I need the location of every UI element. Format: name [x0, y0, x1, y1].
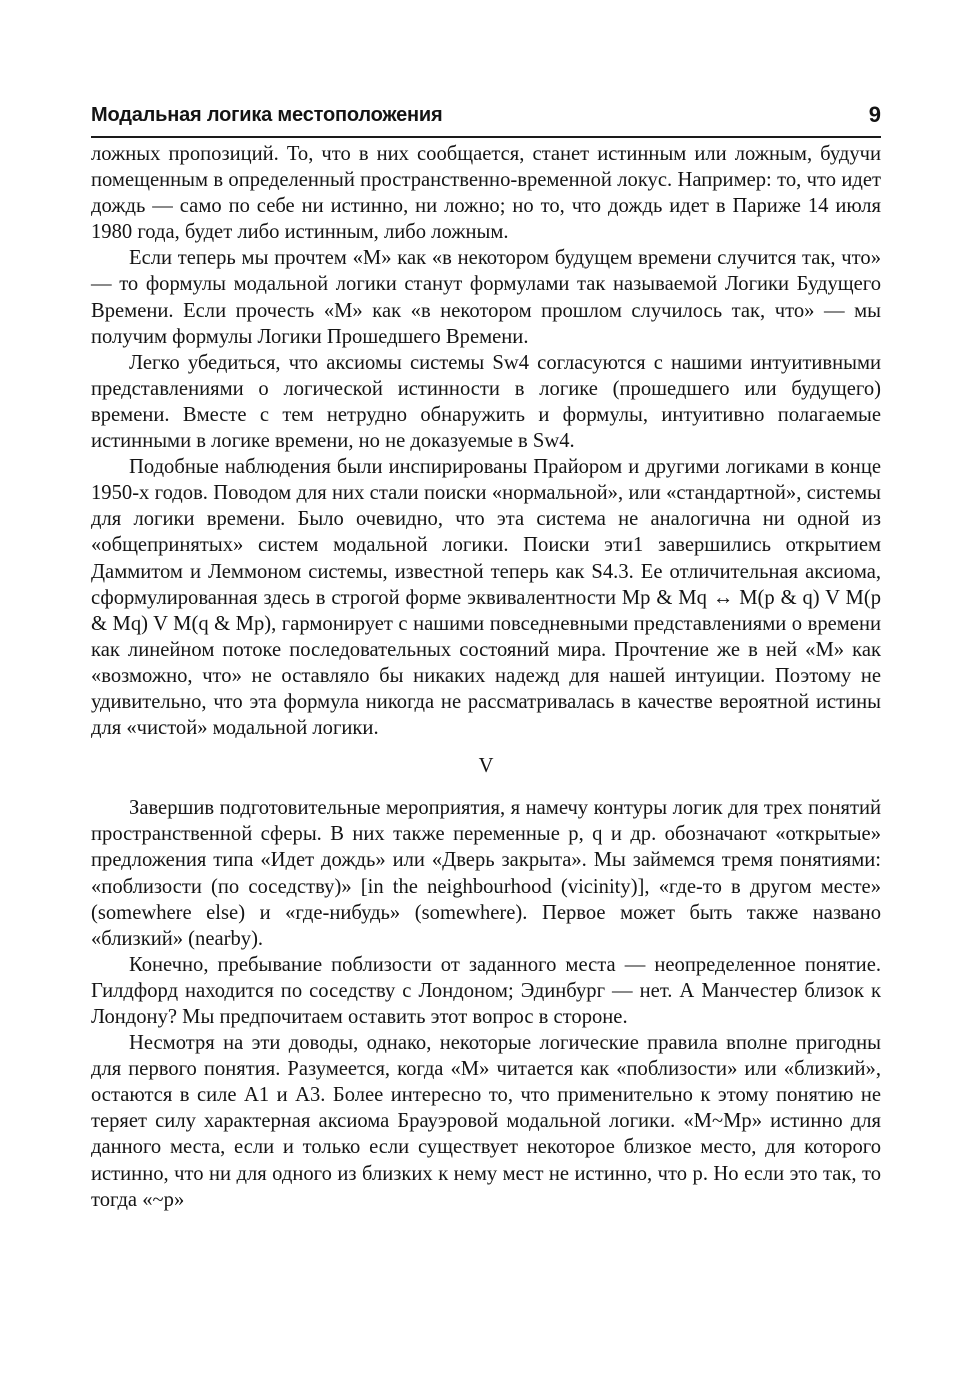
running-header — [91, 100, 881, 138]
paragraph: Подобные наблюдения были инспирированы Прайором и другими логиками в конце 1950-х годов. Поводом для них стали поиски «нормальной», или «стандартной», системы для логики времени. Было очевидно, что эта система не аналогична ни одной из «общепринятых» систем модальной логики. Поиски эти1 завершились открытием Даммитом и Леммоном системы, известной теперь как S4.3. Ее отличительная аксиома, сформулированная здесь в строгой форме эквивалентности Mp & Mq ↔ M(p & q) V M(p & Mq) V M(q & Mp), гармонирует с нашими повседневными представлениями о времени как линейном потоке последовательных состояний мира. Прочтение же в ней «M» как «возможно, что» не оставляло бы никаких надежд для нашей интуиции. Поэтому не удивительно, что эта формула никогда не рассматривалась в качестве вероятной истины для «чистой» модальной логики. — [91, 456, 881, 740]
paragraph: Если теперь мы прочтем «M» как «в некотором будущем времени случится так, что» — то формулы модальной логики станут формулами так называемой Логики Будущего Времени. Если прочесть «M» как «в некотором прошлом случилось так, что» — мы получим формулы Логики Прошедшего Времени. — [91, 247, 881, 348]
paragraph: Завершив подготовительные мероприятия, я намечу контуры логик для трех понятий пространственной сферы. В них также переменные p, q и др. обозначают «открытые» предложения типа «Идет дождь» или «Дверь закрыта». Мы займемся тремя понятиями: «поблизости (по соседству)» [in the neighbourhood (vicinity)], «где-то в другом месте» (somewhere else) и «где-нибудь» (somewhere). Первое может быть также названо «близкий» (nearby). — [91, 797, 881, 950]
paragraph: Легко убедиться, что аксиомы системы Sw4 согласуются с нашими интуитивными представлениями о логической истинности в логике (прошедшего или будущего) времени. Вместе с тем нетрудно обнаружить и формулы, интуитивно полагаемые истинными в логике времени, но не доказуемые в Sw4. — [91, 351, 881, 453]
paragraph: Конечно, пребывание поблизости от заданного места — неопределенное понятие. Гилдфорд находится по соседству с Лондоном; Эдинбург — нет. А Манчестер близок к Лондону? Мы предпочитаем оставить этот вопрос в стороне. — [91, 953, 881, 1028]
section-heading: V — [478, 755, 494, 778]
page-number: 9 — [868, 102, 881, 127]
paragraph: ложных пропозиций. То, что в них сообщается, станет истинным или ложным, будучи помещенным в определенный пространственно-временной локус. Например: то, что идет дождь — само по себе ни истинно, ни ложно; но то, что дождь идет в Париже 14 июля 1980 года, будет либо истинным, либо ложным. — [91, 143, 881, 244]
running-header-title: Модальная логика местоположения — [91, 104, 443, 126]
paragraph: Несмотря на эти доводы, однако, некоторые логические правила вполне пригодны для первого понятия. Разумеется, когда «M» читается как «поблизости» или «близкий», остаются в силе A1 и A3. Более интересно то, что применительно к этому понятию не теряет силу характерная аксиома Брауэровой модальной логики. «M~Mp» истинно для данного места, если и только если существует некоторое близкое место, для которого истинно, что ни для одного из близких к нему мест не истинно, что p. Но если это так, то тогда «~p» — [91, 1032, 881, 1211]
text-block-top — [91, 141, 881, 1213]
